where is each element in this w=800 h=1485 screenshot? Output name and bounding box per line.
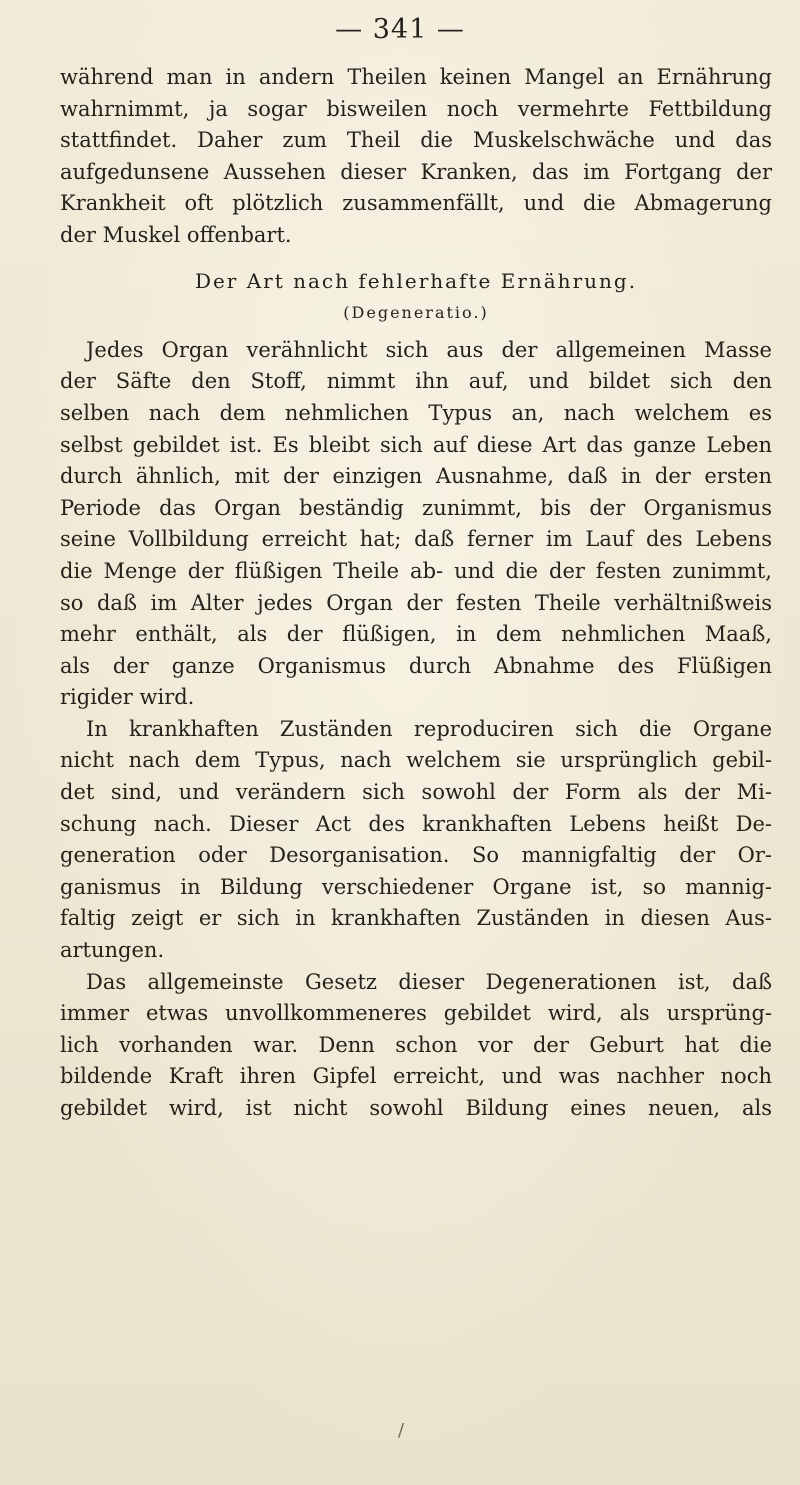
- text-line: faltig zeigt er sich in krankhaften Zuständen in diesen Aus-: [60, 906, 772, 931]
- paragraph-3: [60, 714, 772, 967]
- text-line: Jedes Organ verähnlicht sich aus der allgemeinen Masse: [86, 337, 772, 362]
- text-line: als der ganze Organismus durch Abnahme des Flüßigen: [60, 653, 772, 678]
- text-line: wahrnimmt, ja sogar bisweilen noch vermehrte Fettbildung: [60, 96, 772, 121]
- text-line: generation oder Desorganisation. So mannigfaltig der Or-: [60, 843, 772, 868]
- text-line: nicht nach dem Typus, nach welchem sie ursprünglich gebil-: [60, 748, 772, 773]
- text-line: Periode das Organ beständig zunimmt, bis der Organismus: [60, 495, 772, 520]
- text-line: so daß im Alter jedes Organ der festen Theile verhältnißweis: [60, 590, 772, 615]
- text-line: die Menge der flüßigen Theile ab- und die der festen zunimmt,: [60, 558, 772, 583]
- text-line: bildende Kraft ihren Gipfel erreicht, und was nachher noch: [60, 1064, 772, 1089]
- margin-mark: /: [398, 1420, 405, 1441]
- body-text: [60, 62, 772, 1125]
- text-line: aufgedunsene Aussehen dieser Kranken, das im Fortgang der: [60, 159, 772, 184]
- text-line: der Säfte den Stoff, nimmt ihn auf, und bildet sich den: [60, 369, 772, 394]
- page-number: — 341 —: [335, 14, 465, 45]
- text-line: det sind, und verändern sich sowohl der Form als der Mi-: [60, 780, 772, 805]
- text-line: Das allgemeinste Gesetz dieser Degenerationen ist, daß: [86, 969, 772, 994]
- text-line: gebildet wird, ist nicht sowohl Bildung eines neuen, als: [60, 1096, 772, 1120]
- text-line: In krankhaften Zuständen reproduciren sich die Organe: [86, 716, 772, 741]
- text-line: mehr enthält, als der flüßigen, in dem nehmlichen Maaß,: [60, 622, 772, 647]
- section-subheading: (Degeneratio.): [343, 303, 489, 323]
- text-line: seine Vollbildung erreicht hat; daß ferner im Lauf des Lebens: [60, 527, 772, 552]
- text-line: schung nach. Dieser Act des krankhaften Lebens heißt De-: [60, 811, 772, 836]
- text-line: Krankheit oft plötzlich zusammenfällt, und die Abmagerung: [60, 191, 772, 216]
- text-line: selbst gebildet ist. Es bleibt sich auf diese Art das ganze Leben: [60, 432, 772, 457]
- text-line: immer etwas unvollkommeneres gebildet wird, als ursprüng-: [60, 1001, 772, 1026]
- paragraph-1: [60, 62, 772, 252]
- text-line: durch ähnlich, mit der einzigen Ausnahme, daß in der ersten: [60, 464, 772, 489]
- text-line: rigider wird.: [60, 685, 195, 710]
- text-line: lich vorhanden war. Denn schon vor der Geburt hat die: [60, 1032, 772, 1057]
- text-line: ganismus in Bildung verschiedener Organe ist, so mannig-: [60, 874, 772, 899]
- section-heading: Der Art nach fehlerhafte Ernährung.: [194, 268, 638, 293]
- text-line: stattfindet. Daher zum Theil die Muskelschwäche und das: [60, 128, 772, 153]
- paragraph-4: [60, 967, 772, 1125]
- paragraph-2: [60, 335, 772, 714]
- text-line: selben nach dem nehmlichen Typus an, nach welchem es: [60, 400, 772, 425]
- text-line: artungen.: [60, 938, 165, 963]
- text-line: der Muskel offenbart.: [60, 222, 292, 247]
- text-line: während man in andern Theilen keinen Mangel an Ernährung: [60, 65, 772, 89]
